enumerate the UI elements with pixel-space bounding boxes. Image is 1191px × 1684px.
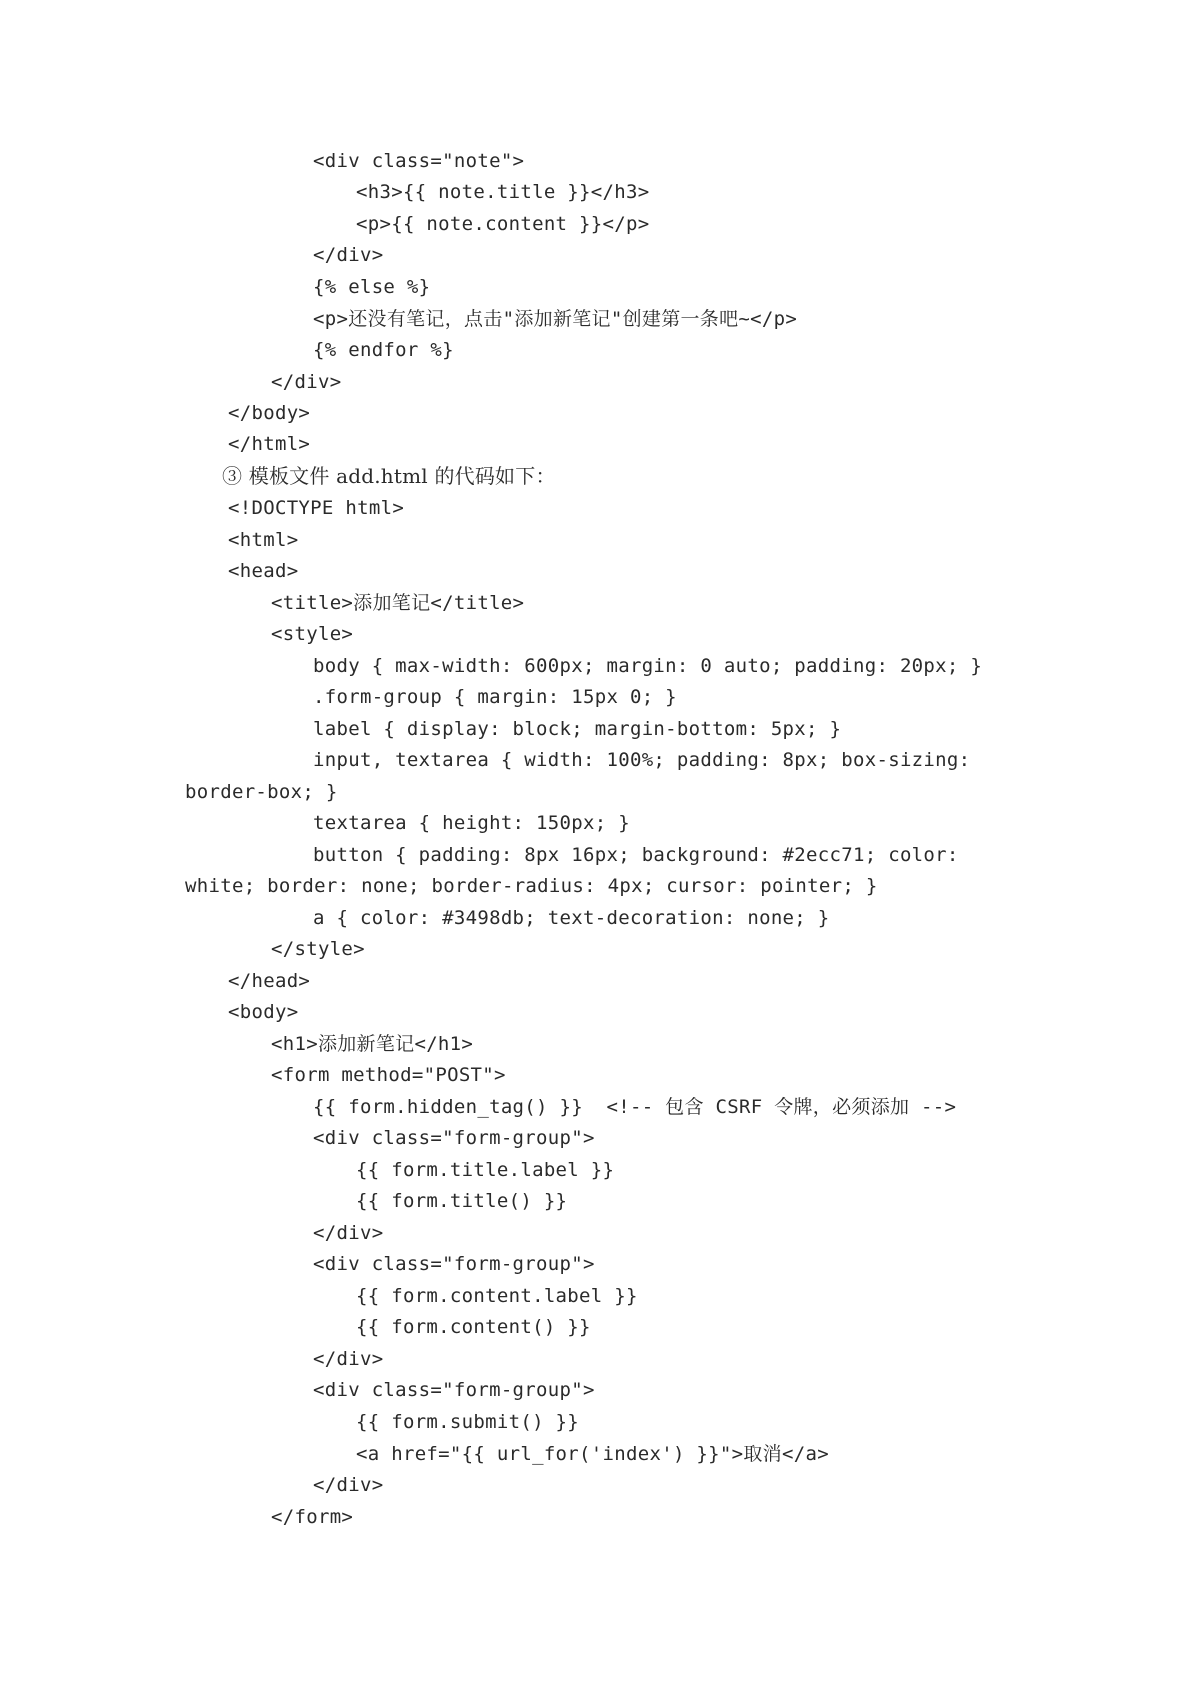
code-line: </div> bbox=[313, 1474, 384, 1496]
code-line: {% endfor %} bbox=[313, 339, 454, 361]
code-line: <style> bbox=[271, 623, 354, 645]
code-line: <body> bbox=[228, 1001, 299, 1023]
code-line: body { max-width: 600px; margin: 0 auto; padding: 20px; } bbox=[313, 655, 983, 677]
code-line: <p>{{ note.content }}</p> bbox=[356, 213, 650, 235]
code-line: .form-group { margin: 15px 0; } bbox=[313, 686, 677, 708]
code-line: <div class="form-group"> bbox=[313, 1253, 595, 1275]
code-line: </form> bbox=[271, 1506, 354, 1528]
code-line: white; border: none; border-radius: 4px; cursor: pointer; } bbox=[185, 875, 878, 897]
code-line: </div> bbox=[271, 371, 342, 393]
code-line: {{ form.title() }} bbox=[356, 1190, 568, 1212]
code-line: <p>还没有笔记，点击"添加新笔记"创建第一条吧~</p> bbox=[313, 308, 798, 330]
code-line: {{ form.title.label }} bbox=[356, 1159, 615, 1181]
code-line: <div class="form-group"> bbox=[313, 1379, 595, 1401]
code-line: input, textarea { width: 100%; padding: 8px; box-sizing: bbox=[313, 749, 971, 771]
section-caption: ③ 模板文件 add.html 的代码如下： bbox=[222, 464, 556, 488]
code-line: </div> bbox=[313, 1348, 384, 1370]
code-line: {{ form.content.label }} bbox=[356, 1285, 638, 1307]
code-line: a { color: #3498db; text-decoration: none; } bbox=[313, 907, 830, 929]
code-line: textarea { height: 150px; } bbox=[313, 812, 630, 834]
code-line: <a href="{{ url_for('index') }}">取消</a> bbox=[356, 1443, 829, 1465]
code-line: <head> bbox=[228, 560, 299, 582]
code-line: </head> bbox=[228, 970, 311, 992]
code-line: </html> bbox=[228, 433, 311, 455]
code-line: <div class="form-group"> bbox=[313, 1127, 595, 1149]
code-line: </div> bbox=[313, 1222, 384, 1244]
code-line: <div class="note"> bbox=[313, 150, 525, 172]
code-line: border-box; } bbox=[185, 781, 338, 803]
code-line: button { padding: 8px 16px; background: #2ecc71; color: bbox=[313, 844, 959, 866]
code-line: <html> bbox=[228, 529, 299, 551]
code-line: </style> bbox=[271, 938, 365, 960]
code-line: <!DOCTYPE html> bbox=[228, 497, 405, 519]
code-line: <title>添加笔记</title> bbox=[271, 592, 525, 614]
code-line: {{ form.hidden_tag() }} <!-- 包含 CSRF 令牌，必须添加 --> bbox=[313, 1096, 957, 1118]
code-line: {% else %} bbox=[313, 276, 431, 298]
code-line: <form method="POST"> bbox=[271, 1064, 506, 1086]
code-line: label { display: block; margin-bottom: 5px; } bbox=[313, 718, 842, 740]
code-line: {{ form.submit() }} bbox=[356, 1411, 580, 1433]
code-line: </div> bbox=[313, 244, 384, 266]
code-line: {{ form.content() }} bbox=[356, 1316, 591, 1338]
code-line: <h1>添加新笔记</h1> bbox=[271, 1033, 474, 1055]
code-line: <h3>{{ note.title }}</h3> bbox=[356, 181, 650, 203]
code-line: </body> bbox=[228, 402, 311, 424]
